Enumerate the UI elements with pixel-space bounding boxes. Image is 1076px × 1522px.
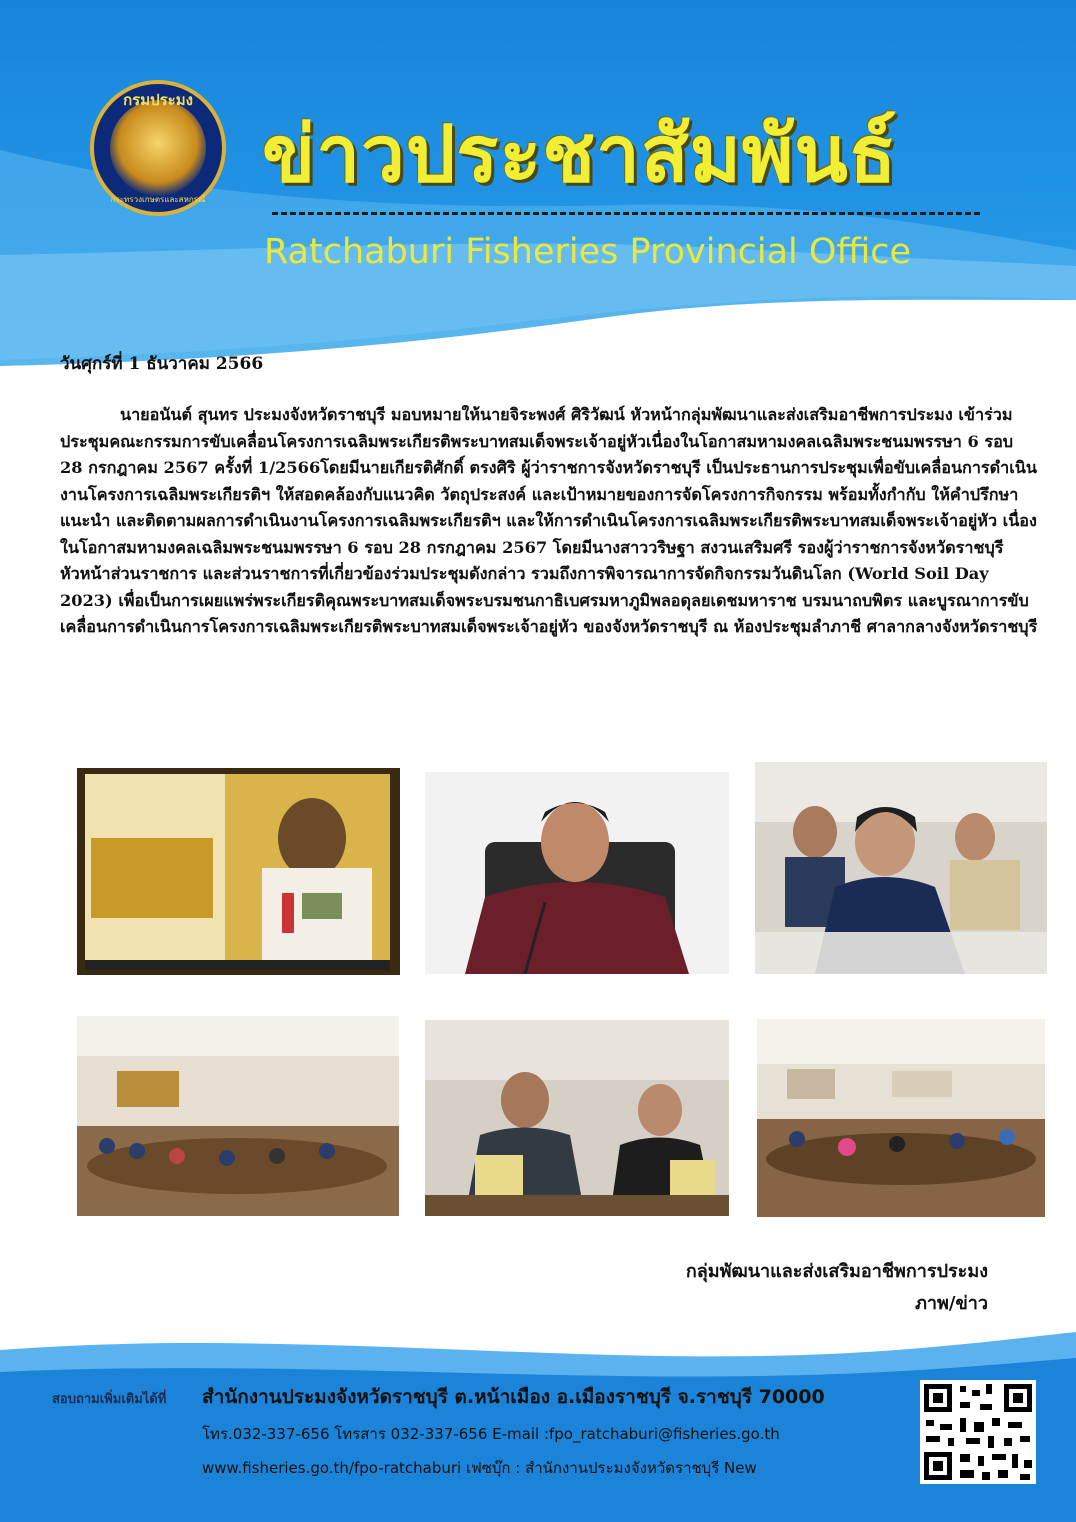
logo-subtext: กระทรวงเกษตรและสหกรณ์ [110,195,206,204]
photo-conference-hall [757,1019,1045,1217]
fisheries-department-logo [90,80,226,216]
article-date: วันศุกร์ที่ 1 ธันวาคม 2566 [60,354,264,374]
qr-code[interactable] [920,1380,1036,1484]
header-banner [0,0,1076,380]
footer-phone-email[interactable]: โทร.032-337-656 โทรสาร 032-337-656 E-mail :fpo_ratchaburi@fisheries.go.th [202,1425,780,1443]
footer-banner [0,1320,1076,1522]
credit-photo-news: ภาพ/ข่าว [915,1293,988,1314]
photo-meeting-participant [755,762,1047,974]
footer-contact-label: สอบถามเพิ่มเติมได้ที่ [52,1392,167,1407]
footer-wave-background [0,1320,1076,1522]
logo-text: กรมประมง [123,91,193,109]
article-body: นายอนันต์ สุนทร ประมงจังหวัดราชบุรี มอบหมายให้นายจิระพงศ์ ศิริวัฒน์ หัวหน้ากลุ่มพัฒนาและส่งเสริมอาชีพการประมง เข้าร่วมประชุมคณะกรรมการขับเคลื่อนโครงการเฉลิมพระเกียรติพระบาทสมเด็จพระเจ้าอยู่หัวเนื่องในโอกาสมหามงคลเฉลิมพระชนมพรรษา 6 รอบ 28 กรกฎาคม 2567 ครั้งที่ 1/2566โดยมีนายเกียรติศักดิ์ ตรงศิริ ผู้ว่าราชการจังหวัดราชบุรี เป็นประธานการประชุมเพื่อขับเคลื่อนการดำเนินงานโครงการเฉลิมพระเกียรติฯ ให้สอดคล้องกับแนวคิด วัตถุประสงค์ และเป้าหมายของการจัดโครงการกิจกรรม พร้อมทั้งกำกับ ให้คำปรึกษา แนะนำ และติดตามผลการดำเนินงานโครงการเฉลิมพระเกียรติฯ และให้การดำเนินโครงการเฉลิมพระเกียรติพระบาทสมเด็จพระเจ้าอยู่หัว เนื่องในโอกาสมหามงคลเฉลิมพระชนมพรรษา 6 รอบ 28 กรกฎาคม 2567 โดยมีนางสาววริษฐา สงวนเสริมศรี รองผู้ว่าราชการจังหวัดราชบุรี หัวหน้าส่วนราชการ และส่วนราชการที่เกี่ยวข้องร่วมประชุมดังกล่าว รวมถึงการพิจารณาการจัดกิจกรรมวันดินโลก (World Soil Day 2023) เพื่อเป็นการเผยแพร่พระเกียรติคุณพระบาทสมเด็จพระบรมชนกาธิเบศรมหาภูมิพลอดุลยเดชมหาราช บรมนาถบพิตร และบูรณาการขับเคลื่อนการดำเนินการโครงการเฉลิมพระเกียรติพระบาทสมเด็จพระเจ้าอยู่หัว ของจังหวัดราชบุรี ณ ห้องประชุมลำภาชี ศาลากลางจังหวัดราชบุรี [60,405,1038,636]
footer-office-address: สำนักงานประมงจังหวัดราชบุรี ต.หน้าเมือง อ.เมืองราชบุรี จ.ราชบุรี 70000 [202,1386,825,1408]
photo-meeting-room-wide [77,1016,399,1216]
page-title-thai: ข่าวประชาสัมพันธ์ [262,110,898,200]
footer-website[interactable]: www.fisheries.go.th/fpo-ratchaburi เฟซบุ๊ก : สำนักงานประมงจังหวัดราชบุรี New [202,1459,757,1477]
photo-presentation-slide [77,768,400,975]
title-divider [272,212,980,215]
logo-emblem [110,100,206,196]
credit-department: กลุ่มพัฒนาและส่งเสริมอาชีพการประมง [685,1261,988,1282]
page-title-english: Ratchaburi Fisheries Provincial Office [264,232,912,272]
photo-official-speaking [425,772,729,974]
photo-meeting-attendees [425,1020,729,1216]
